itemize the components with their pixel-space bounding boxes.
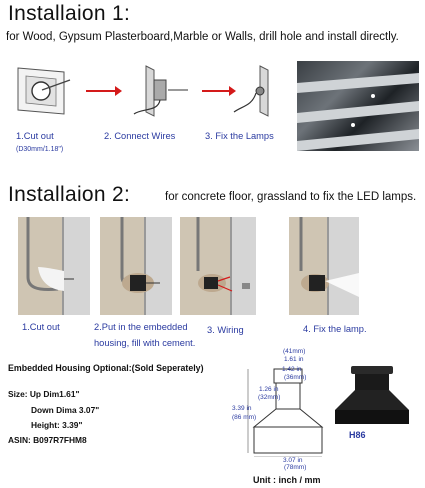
s2-step2-label2: housing, fill with cement. <box>94 338 196 348</box>
s1-step1-note: (D30mm/1.18") <box>16 146 64 153</box>
cutout-illustration <box>12 62 72 120</box>
dim-neck-in: 1.26 in <box>259 386 279 393</box>
housing-diagram <box>228 347 348 457</box>
dim-mid-mm: (36mm) <box>284 374 307 381</box>
dim-top-in: 1.61 in <box>284 356 304 363</box>
s2-step3-label: 3. Wiring <box>207 325 244 335</box>
s2-cutout-panel <box>18 217 90 315</box>
arrow-1 <box>86 90 116 92</box>
s1-step1-label: 1.Cut out <box>16 131 54 141</box>
s2-housing-panel <box>100 217 172 315</box>
s2-step4-label: 4. Fix the lamp. <box>303 324 367 334</box>
section2-subtitle: for concrete floor, grassland to fix the LED lamps. <box>165 191 417 203</box>
dim-top-mm: (41mm) <box>283 348 306 355</box>
housing-spec-size: Size: Up Dim1.61" <box>8 389 80 399</box>
dim-mid-in: 1.42 in <box>282 366 302 373</box>
arrow-2 <box>202 90 230 92</box>
housing-heading: Embedded Housing Optional:(Sold Seperately) <box>8 363 204 373</box>
housing-spec-height: Height: 3.39" <box>31 420 83 430</box>
wire-illustration <box>130 62 190 120</box>
unit-label: Unit : inch / mm <box>253 475 321 485</box>
housing-photo <box>333 366 411 426</box>
s2-wiring-panel <box>180 217 256 315</box>
section1-subtitle: for Wood, Gypsum Plasterboard,Marble or Walls, drill hole and install directly. <box>6 31 399 43</box>
section2-title: Installaion 2: <box>8 183 131 206</box>
s1-step3-label: 3. Fix the Lamps <box>205 131 274 141</box>
dim-neck-mm: (32mm) <box>258 394 281 401</box>
housing-spec-down: Down Dima 3.07" <box>31 405 100 415</box>
model-label: H86 <box>349 430 366 440</box>
housing-asin: ASIN: B097R7FHM8 <box>8 435 87 445</box>
dim-base-in: 3.07 in <box>283 457 303 464</box>
s2-step1-label: 1.Cut out <box>22 322 60 332</box>
dim-base-mm: (78mm) <box>284 464 307 471</box>
fix-lamp-illustration <box>232 62 282 120</box>
s2-step2-label: 2.Put in the embedded <box>94 322 188 332</box>
dim-height-mm: (86 mm) <box>232 414 257 421</box>
s2-fix-panel <box>289 217 359 315</box>
section1-title: Installaion 1: <box>8 2 131 25</box>
stairs-photo <box>297 61 419 151</box>
s1-step2-label: 2. Connect Wires <box>104 131 176 141</box>
dim-height-in: 3.39 in <box>232 405 252 412</box>
